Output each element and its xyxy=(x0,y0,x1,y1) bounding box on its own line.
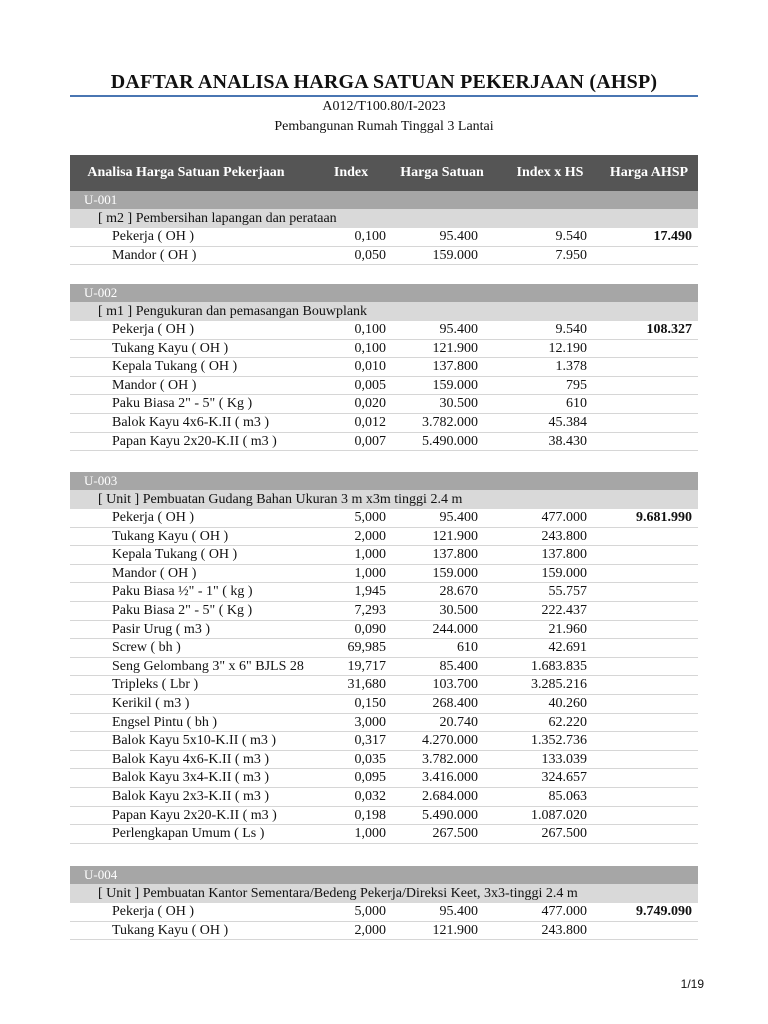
item-subtotal: 137.800 xyxy=(541,547,587,563)
item-price: 610 xyxy=(457,640,478,656)
item-price: 85.400 xyxy=(439,658,478,674)
item-index: 0,095 xyxy=(354,770,386,786)
table-row xyxy=(70,658,698,677)
table-row xyxy=(70,602,698,621)
section-code-label: U-001 xyxy=(84,192,118,207)
item-index: 0,090 xyxy=(354,621,386,637)
item-subtotal: 1.352.736 xyxy=(531,733,587,749)
table-row xyxy=(70,321,698,340)
item-subtotal: 324.657 xyxy=(541,770,587,786)
item-index: 31,680 xyxy=(347,677,386,693)
item-name: Balok Kayu 4x6-K.II ( m3 ) xyxy=(112,751,270,767)
item-price: 4.270.000 xyxy=(422,733,478,749)
item-price: 244.000 xyxy=(432,621,478,637)
item-index: 1,000 xyxy=(354,547,386,563)
item-subtotal: 133.039 xyxy=(541,751,587,767)
section-description-label: [ m1 ] Pengukuran dan pemasangan Bouwplank xyxy=(98,304,368,319)
item-index: 0,010 xyxy=(354,359,386,375)
item-subtotal: 243.800 xyxy=(541,528,587,544)
item-name: Tripleks ( Lbr ) xyxy=(112,677,199,693)
item-name: Pekerja ( OH ) xyxy=(112,904,195,919)
item-price: 3.782.000 xyxy=(422,415,478,430)
item-index: 2,000 xyxy=(354,528,386,544)
item-price: 30.500 xyxy=(439,603,478,618)
item-price: 95.400 xyxy=(439,322,478,337)
section-code xyxy=(70,866,698,884)
item-name: Perlengkapan Umum ( Ls ) xyxy=(112,826,265,842)
item-subtotal: 21.960 xyxy=(548,621,587,637)
section-description xyxy=(70,302,698,321)
item-index: 3,000 xyxy=(354,714,386,730)
section-description xyxy=(70,490,698,509)
item-index: 5,000 xyxy=(354,904,386,919)
table-row xyxy=(70,433,698,452)
table-row xyxy=(70,676,698,695)
title-underline xyxy=(70,95,698,97)
table-row xyxy=(70,377,698,396)
header-harga-satuan: Harga Satuan xyxy=(400,165,484,180)
item-name: Tukang Kayu ( OH ) xyxy=(112,922,229,938)
section-code xyxy=(70,284,698,302)
item-subtotal: 159.000 xyxy=(541,565,587,581)
item-name: Mandor ( OH ) xyxy=(112,565,197,581)
item-subtotal: 9.540 xyxy=(555,229,587,244)
header-index: Index xyxy=(333,165,369,180)
table-row xyxy=(70,358,698,377)
item-index: 0,317 xyxy=(354,733,386,749)
item-price: 159.000 xyxy=(432,377,478,393)
item-subtotal: 1.683.835 xyxy=(531,658,587,674)
item-subtotal: 477.000 xyxy=(541,510,587,525)
item-name: Balok Kayu 4x6-K.II ( m3 ) xyxy=(112,415,270,430)
table-row xyxy=(70,583,698,602)
item-name: Pekerja ( OH ) xyxy=(112,510,195,525)
item-subtotal: 7.950 xyxy=(555,247,587,263)
table-row xyxy=(70,414,698,433)
item-subtotal: 9.540 xyxy=(555,322,587,337)
section-description-label: [ Unit ] Pembuatan Kantor Sementara/Bedeng Pekerja/Direksi Keet, 3x3-tinggi 2.4 m xyxy=(98,886,578,901)
section-code xyxy=(70,472,698,490)
document-title: DAFTAR ANALISA HARGA SATUAN PEKERJAAN (AHSP) xyxy=(110,71,658,93)
item-subtotal: 62.220 xyxy=(548,714,587,730)
section-code-label: U-004 xyxy=(84,867,118,882)
item-price: 137.800 xyxy=(432,359,478,375)
item-subtotal: 1.087.020 xyxy=(531,807,587,823)
item-price: 20.740 xyxy=(439,714,478,730)
table-row xyxy=(70,528,698,547)
item-price: 159.000 xyxy=(432,247,478,263)
item-subtotal: 38.430 xyxy=(548,433,587,449)
item-price: 2.684.000 xyxy=(422,789,478,804)
item-name: Pekerja ( OH ) xyxy=(112,322,195,337)
table-row xyxy=(70,395,698,414)
table-row xyxy=(70,546,698,565)
item-index: 0,100 xyxy=(354,340,386,356)
item-index: 69,985 xyxy=(347,640,386,656)
item-name: Tukang Kayu ( OH ) xyxy=(112,340,229,356)
item-name: Mandor ( OH ) xyxy=(112,247,197,263)
table-row xyxy=(70,509,698,528)
item-subtotal: 42.691 xyxy=(548,640,587,656)
item-index: 5,000 xyxy=(354,510,386,525)
item-price: 103.700 xyxy=(432,677,478,693)
item-price: 268.400 xyxy=(432,696,478,711)
item-name: Screw ( bh ) xyxy=(112,640,181,656)
item-price: 137.800 xyxy=(432,547,478,563)
item-name: Kerikil ( m3 ) xyxy=(112,696,190,711)
item-name: Paku Biasa 2" - 5" ( Kg ) xyxy=(112,396,253,412)
item-name: Papan Kayu 2x20-K.II ( m3 ) xyxy=(112,807,277,823)
item-index: 0,100 xyxy=(354,229,386,244)
item-price: 159.000 xyxy=(432,565,478,581)
item-index: 0,032 xyxy=(354,789,386,804)
item-name: Paku Biasa ½" - 1" ( kg ) xyxy=(112,584,253,600)
table-row xyxy=(70,751,698,770)
section-description xyxy=(70,209,698,228)
item-name: Kepala Tukang ( OH ) xyxy=(112,359,238,375)
item-index: 0,050 xyxy=(354,247,386,263)
item-index: 0,005 xyxy=(354,377,386,393)
section-total: 17.490 xyxy=(653,229,692,244)
header-index-x-hs: Index x HS xyxy=(516,165,584,180)
item-subtotal: 222.437 xyxy=(541,603,587,618)
table-row xyxy=(70,922,698,941)
item-name: Balok Kayu 5x10-K.II ( m3 ) xyxy=(112,733,277,749)
section-code xyxy=(70,191,698,209)
header-analisa: Analisa Harga Satuan Pekerjaan xyxy=(87,165,285,180)
item-name: Engsel Pintu ( bh ) xyxy=(112,714,217,730)
item-price: 95.400 xyxy=(439,510,478,525)
table-row xyxy=(70,769,698,788)
item-subtotal: 477.000 xyxy=(541,904,587,919)
item-subtotal: 1.378 xyxy=(555,359,587,375)
item-index: 0,012 xyxy=(354,415,386,430)
item-subtotal: 795 xyxy=(566,377,587,393)
table-row xyxy=(70,825,698,844)
table-row xyxy=(70,903,698,922)
item-index: 1,000 xyxy=(354,826,386,842)
section-total: 9.681.990 xyxy=(636,510,692,525)
table-row xyxy=(70,714,698,733)
item-price: 3.416.000 xyxy=(422,770,478,786)
item-name: Balok Kayu 3x4-K.II ( m3 ) xyxy=(112,770,270,786)
section-description-label: [ Unit ] Pembuatan Gudang Bahan Ukuran 3 m x3m tinggi 2.4 m xyxy=(98,492,463,507)
item-index: 7,293 xyxy=(354,603,386,618)
item-price: 267.500 xyxy=(432,826,478,842)
item-subtotal: 610 xyxy=(566,396,587,412)
item-name: Seng Gelombang 3" x 6" BJLS 28 xyxy=(112,658,304,674)
item-price: 28.670 xyxy=(439,584,478,600)
item-name: Mandor ( OH ) xyxy=(112,377,197,393)
item-name: Balok Kayu 2x3-K.II ( m3 ) xyxy=(112,789,270,804)
item-name: Paku Biasa 2" - 5" ( Kg ) xyxy=(112,603,253,618)
item-price: 5.490.000 xyxy=(422,807,478,823)
item-price: 121.900 xyxy=(432,922,478,938)
item-price: 121.900 xyxy=(432,528,478,544)
item-price: 3.782.000 xyxy=(422,751,478,767)
table-row xyxy=(70,228,698,247)
header-harga-ahsp: Harga AHSP xyxy=(609,165,689,180)
section-code-label: U-003 xyxy=(84,473,118,488)
item-subtotal: 12.190 xyxy=(548,340,587,356)
item-name: Tukang Kayu ( OH ) xyxy=(112,528,229,544)
table-row xyxy=(70,565,698,584)
document-code: A012/T100.80/I-2023 xyxy=(322,99,446,114)
item-index: 0,150 xyxy=(354,696,386,711)
section-total: 108.327 xyxy=(646,322,692,337)
item-name: Pasir Urug ( m3 ) xyxy=(112,621,210,637)
item-price: 95.400 xyxy=(439,904,478,919)
section-total: 9.749.090 xyxy=(636,904,692,919)
item-subtotal: 267.500 xyxy=(541,826,587,842)
item-index: 0,100 xyxy=(354,322,386,337)
item-index: 1,000 xyxy=(354,565,386,581)
item-name: Papan Kayu 2x20-K.II ( m3 ) xyxy=(112,433,277,449)
item-price: 5.490.000 xyxy=(422,433,478,449)
item-index: 0,020 xyxy=(354,396,386,412)
item-subtotal: 55.757 xyxy=(548,584,587,600)
item-index: 0,035 xyxy=(354,751,386,767)
table-row xyxy=(70,247,698,266)
table-row xyxy=(70,621,698,640)
section-description xyxy=(70,884,698,903)
item-price: 95.400 xyxy=(439,229,478,244)
table-row xyxy=(70,732,698,751)
item-index: 2,000 xyxy=(354,922,386,938)
item-name: Kepala Tukang ( OH ) xyxy=(112,547,238,563)
section-code-label: U-002 xyxy=(84,285,118,300)
table-row xyxy=(70,807,698,826)
table-row xyxy=(70,788,698,807)
table-row xyxy=(70,340,698,359)
item-name: Pekerja ( OH ) xyxy=(112,229,195,244)
item-price: 30.500 xyxy=(439,396,478,412)
item-subtotal: 85.063 xyxy=(548,789,587,804)
item-subtotal: 243.800 xyxy=(541,922,587,938)
item-index: 0,007 xyxy=(354,433,386,449)
item-subtotal: 45.384 xyxy=(548,415,587,430)
table-header xyxy=(70,155,698,191)
item-index: 1,945 xyxy=(354,584,386,600)
item-index: 0,198 xyxy=(354,807,386,823)
table-row xyxy=(70,639,698,658)
table-row xyxy=(70,695,698,714)
page-number: 1/19 xyxy=(680,977,704,991)
item-subtotal: 40.260 xyxy=(548,696,587,711)
section-description-label: [ m2 ] Pembersihan lapangan dan perataan xyxy=(98,211,337,226)
project-name: Pembangunan Rumah Tinggal 3 Lantai xyxy=(274,119,494,134)
item-price: 121.900 xyxy=(432,340,478,356)
item-subtotal: 3.285.216 xyxy=(531,677,587,693)
item-index: 19,717 xyxy=(347,658,386,674)
